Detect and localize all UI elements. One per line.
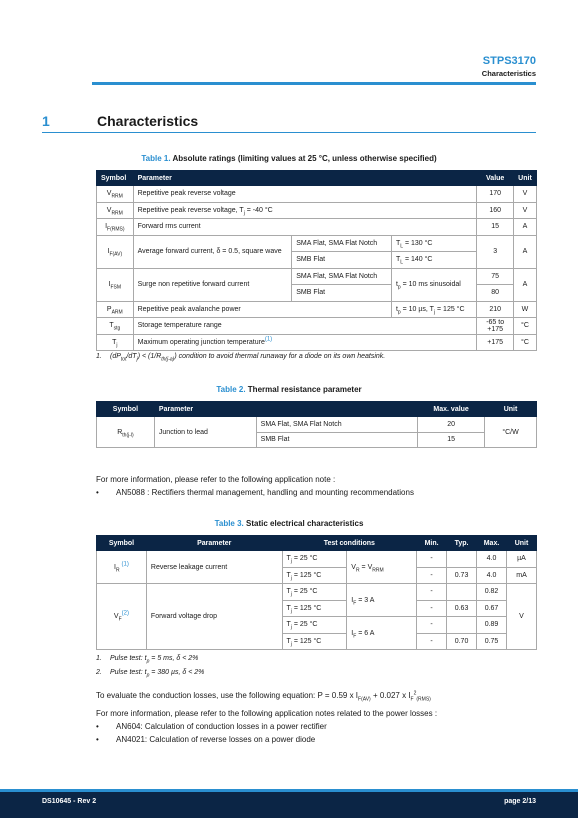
typ-cell: 0.73	[447, 567, 477, 584]
unit-cell: W	[513, 301, 536, 318]
param-cell: Forward rms current	[133, 219, 477, 236]
bullet-item: • AN604: Calculation of conduction losses in a power rectifier	[96, 722, 327, 731]
value-cell: 15	[477, 219, 514, 236]
value-cell: -65 to +175	[477, 318, 514, 335]
min-cell: -	[417, 551, 447, 568]
equation-paragraph: To evaluate the conduction losses, use the following equation: P = 0.59 x $I_{F(AV)} + 0.027$ x $I_F^2_{(RMS)}$	[96, 690, 431, 703]
max-cell: 0.82	[477, 584, 507, 601]
symbol-rth: $R_{th(j-l)}$	[97, 417, 155, 448]
param-cell: Average forward current, δ = 0.5, square wave	[133, 235, 292, 268]
min-cell: -	[417, 600, 447, 617]
condition-cell: $T_j = 125$ °C	[282, 567, 347, 584]
unit-cell: V	[513, 186, 536, 203]
typ-cell: 0.63	[447, 600, 477, 617]
param-cell: Storage temperature range	[133, 318, 477, 335]
symbol-ifrms: $I_{F(RMS)}$	[97, 219, 134, 236]
col-unit: Unit	[506, 536, 536, 551]
col-unit: Unit	[485, 402, 537, 417]
unit-cell: A	[513, 235, 536, 268]
package-cell: SMB Flat	[292, 252, 392, 269]
col-parameter: Parameter	[146, 536, 282, 551]
col-max-value: Max. value	[418, 402, 485, 417]
thermal-resistance-table	[96, 401, 537, 448]
unit-cell: V	[513, 202, 536, 219]
page-number: page 2/13	[504, 798, 536, 805]
unit-cell: V	[506, 584, 536, 650]
symbol-parm: $P_{ARM}$	[97, 301, 134, 318]
max-cell: 0.75	[477, 633, 507, 650]
condition-cell: $T_j = 125$ °C	[282, 633, 347, 650]
table-row	[97, 301, 537, 318]
col-symbol: Symbol	[97, 171, 134, 186]
value-cell: 160	[477, 202, 514, 219]
condition-cell: $t_p = 10$ ms sinusoidal	[391, 268, 476, 301]
value-cell: 15	[418, 432, 485, 448]
condition-cell: $T_j = 25$ °C	[282, 617, 347, 634]
table-row	[97, 417, 537, 433]
bullet-item: • AN5088 : Rectifiers thermal management, handling and mounting recommendations	[96, 488, 414, 497]
static-electrical-table	[96, 535, 537, 650]
info-paragraph-1: For more information, please refer to the following application note :	[96, 475, 336, 484]
unit-cell: °C/W	[485, 417, 537, 448]
min-cell: -	[417, 567, 447, 584]
col-max: Max.	[477, 536, 507, 551]
col-unit: Unit	[513, 171, 536, 186]
max-cell: 4.0	[477, 551, 507, 568]
table1-caption: Table 1. Absolute ratings (limiting values at 25 °C, unless otherwise specified)	[141, 154, 437, 163]
col-test-conditions: Test conditions	[282, 536, 417, 551]
symbol-tj: $T_j$	[97, 334, 134, 351]
col-value: Value	[477, 171, 514, 186]
condition-cell: $T_j = 25$ °C	[282, 551, 347, 568]
value-cell: 3	[477, 235, 514, 268]
bullet-item: • AN4021: Calculation of reverse losses on a power diode	[96, 735, 316, 744]
max-cell: 0.89	[477, 617, 507, 634]
symbol-ifsm: $I_{FSM}$	[97, 268, 134, 301]
param-cell: Maximum operating junction temperature(1)	[133, 334, 477, 351]
symbol-vf: $V_F(2)$	[97, 584, 147, 650]
table1-footnote: 1. $(dP_{tot}/dT_j) < (1/R_{th(j-a)})$ condition to avoid thermal runaway for a diode on its own heatsink.	[96, 353, 386, 363]
package-cell: SMB Flat	[256, 432, 418, 448]
typ-cell: 0.70	[447, 633, 477, 650]
col-parameter: Parameter	[133, 171, 477, 186]
table2-caption: Table 2. Thermal resistance parameter	[216, 385, 362, 394]
condition-cell: $T_L = 140$ °C	[391, 252, 476, 269]
min-cell: -	[417, 584, 447, 601]
value-cell: +175	[477, 334, 514, 351]
package-cell: SMB Flat	[292, 285, 392, 302]
col-parameter: Parameter	[154, 402, 417, 417]
table3-footnote-1: 1. Pulse test: $t_p = 5$ ms, δ < 2%	[96, 655, 199, 665]
value-cell: 170	[477, 186, 514, 203]
unit-cell: A	[513, 219, 536, 236]
package-cell: SMA Flat, SMA Flat Notch	[292, 268, 392, 285]
footer-bar	[0, 792, 578, 818]
section-number: 1	[42, 113, 50, 129]
table-row	[97, 334, 537, 351]
absolute-ratings-table	[96, 170, 537, 351]
value-cell: 80	[477, 285, 514, 302]
document-subtitle: Characteristics	[481, 69, 536, 78]
condition-cell: $T_j = 125$ °C	[282, 600, 347, 617]
param-cell: Forward voltage drop	[146, 584, 282, 650]
header-rule	[92, 82, 536, 85]
symbol-vrrm: $V_{RRM}$	[97, 186, 134, 203]
condition-cell: $T_L = 130$ °C	[391, 235, 476, 252]
col-symbol: Symbol	[97, 402, 155, 417]
table-row	[97, 186, 537, 203]
table-row	[97, 318, 537, 335]
unit-cell: µA	[506, 551, 536, 568]
table-row	[97, 219, 537, 236]
table-row	[97, 268, 537, 285]
unit-cell: A	[513, 268, 536, 301]
condition-cell: $t_p = 10$ µs, $T_j = 125$ °C	[391, 301, 476, 318]
table3-footnote-2: 2. Pulse test: $t_p = 380$ µs, δ < 2%	[96, 669, 205, 679]
col-min: Min.	[417, 536, 447, 551]
condition-cell: $V_R = V_{RRM}$	[347, 551, 417, 584]
section-title: Characteristics	[97, 113, 199, 129]
package-cell: SMA Flat, SMA Flat Notch	[292, 235, 392, 252]
section-rule	[42, 132, 536, 133]
table3-caption: Table 3. Static electrical characteristics	[214, 519, 364, 528]
param-cell: Repetitive peak avalanche power	[133, 301, 391, 318]
symbol-ir: $I_R$ (1)	[97, 551, 147, 584]
col-typ: Typ.	[447, 536, 477, 551]
table-row	[97, 235, 537, 252]
symbol-vrrm: $V_{RRM}$	[97, 202, 134, 219]
condition-cell: $I_F = 3$ A	[347, 584, 417, 617]
table-row	[97, 202, 537, 219]
max-cell: 4.0	[477, 567, 507, 584]
param-cell: Reverse leakage current	[146, 551, 282, 584]
param-cell: Repetitive peak reverse voltage	[133, 186, 477, 203]
value-cell: 210	[477, 301, 514, 318]
unit-cell: °C	[513, 318, 536, 335]
symbol-ifav: $I_{F(AV)}$	[97, 235, 134, 268]
typ-cell	[447, 584, 477, 601]
param-cell: Repetitive peak reverse voltage, $T_j = -40$ °C	[133, 202, 477, 219]
max-cell: 0.67	[477, 600, 507, 617]
min-cell: -	[417, 633, 447, 650]
unit-cell: °C	[513, 334, 536, 351]
param-cell: Junction to lead	[154, 417, 256, 448]
col-symbol: Symbol	[97, 536, 147, 551]
doc-revision: DS10645 - Rev 2	[42, 798, 97, 805]
document-title: STPS3170	[482, 55, 536, 67]
info-paragraph-2: For more information, please refer to the following application notes related to the power losses :	[96, 709, 438, 718]
symbol-tstg: $T_{stg}$	[97, 318, 134, 335]
value-cell: 20	[418, 417, 485, 433]
typ-cell	[447, 617, 477, 634]
table-row	[97, 584, 537, 601]
condition-cell: $I_F = 6$ A	[347, 617, 417, 650]
condition-cell: $T_j = 25$ °C	[282, 584, 347, 601]
min-cell: -	[417, 617, 447, 634]
value-cell: 75	[477, 268, 514, 285]
package-cell: SMA Flat, SMA Flat Notch	[256, 417, 418, 433]
unit-cell: mA	[506, 567, 536, 584]
typ-cell	[447, 551, 477, 568]
param-cell: Surge non repetitive forward current	[133, 268, 292, 301]
table-row	[97, 551, 537, 568]
